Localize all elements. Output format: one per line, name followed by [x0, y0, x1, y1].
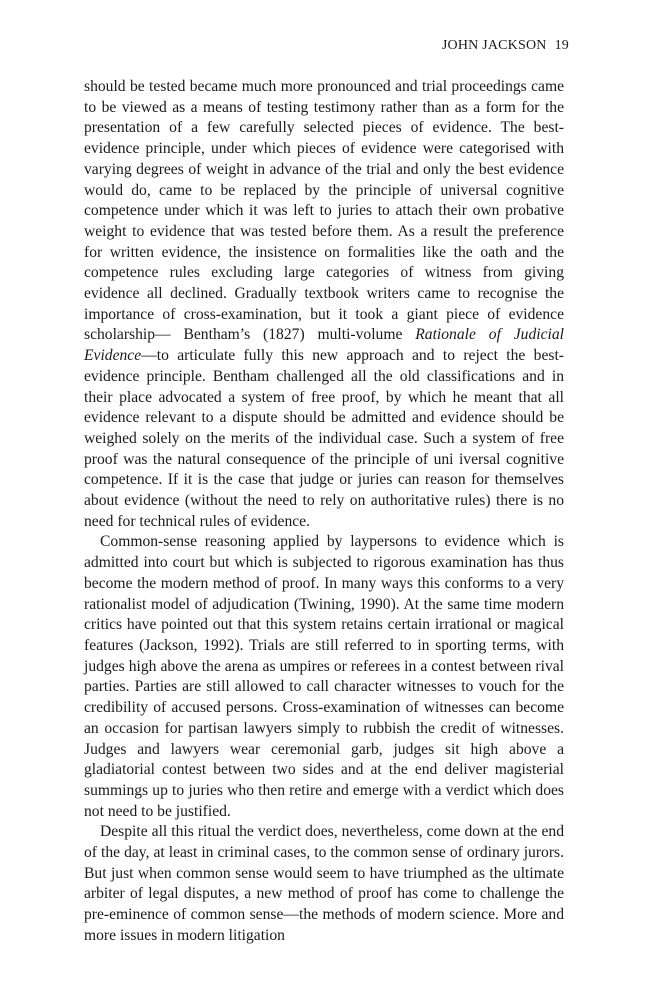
page-number: 19: [554, 38, 569, 53]
paragraph-1-part1: should be tested became much more pronounced and trial proceedings came to be viewed as a means of testing testimony rather than as a form for the presentation of a few carefully selected pieces of evidence. The best-evidence principle, under which pieces of evidence were categorised with varying degrees of weight in advance of the trial and only the best evidence would do, came to be replaced by the principle of universal cognitive competence under which it was left to juries to attach their own probative weight to evidence that was tested before them. As a result the preference for written evidence, the insistence on formalities like the oath and the competence rules excluding large categories of witness from giving evidence all declined. Gradually textbook writers came to recognise the importance of cross-examination, but it took a giant piece of evidence scholarship— Bentham’s (1827) multi-volume: [84, 78, 564, 344]
running-head-author: JOHN JACKSON: [441, 38, 547, 53]
body-text: [84, 77, 564, 947]
paragraph-3: Despite all this ritual the verdict does, nevertheless, come down at the end of the day, at least in criminal cases, to the common sense of ordinary jurors. But just when common sense would seem to have triumphed as the ultimate arbiter of legal disputes, a new method of proof has come to challenge the pre-eminence of common sense—the methods of modern science. More and more issues in modern litigation: [84, 823, 564, 944]
paragraph-2: Common-sense reasoning applied by laypersons to evidence which is admitted into court but which is subjected to rigorous examination has thus become the modern method of proof. In many ways this conforms to a very rationalist model of adjudication (Twining, 1990). At the same time modern critics have pointed out that this system retains certain irrational or magical features (Jackson, 1992). Trials are still referred to in sporting terms, with judges high above the arena as umpires or referees in a contest between rival parties. Parties are still allowed to call character witnesses to vouch for the credibility of accused persons. Cross-examination of witnesses can become an occasion for partisan lawyers simply to rubbish the credit of witnesses. Judges and lawyers wear ceremonial garb, judges sit high above a gladiatorial contest between two sides and at the end deliver magisterial summings up to juries who then retire and emerge with a verdict which does not need to be justified.: [84, 533, 564, 820]
book-title-italic: Rationale of Judicial Evidence: [84, 326, 564, 365]
paragraph-1: [84, 77, 564, 532]
paragraph-1-part2: —to articulate fully this new approach and to reject the best-evidence principle. Bentham challenged all the old classifications and in their place advocated a system of free proof, by which he meant that all evidence relevant to a dispute should be admitted and evidence should be weighed solely on the merits of the individual case. Such a system of free proof was the natural consequence of the principle of uni iversal cognitive competence. If it is the case that judge or juries can reason for themselves about evidence (without the need to rely on authoritative rules) there is no need for technical rules of evidence.: [84, 347, 564, 530]
running-head: [442, 38, 569, 54]
